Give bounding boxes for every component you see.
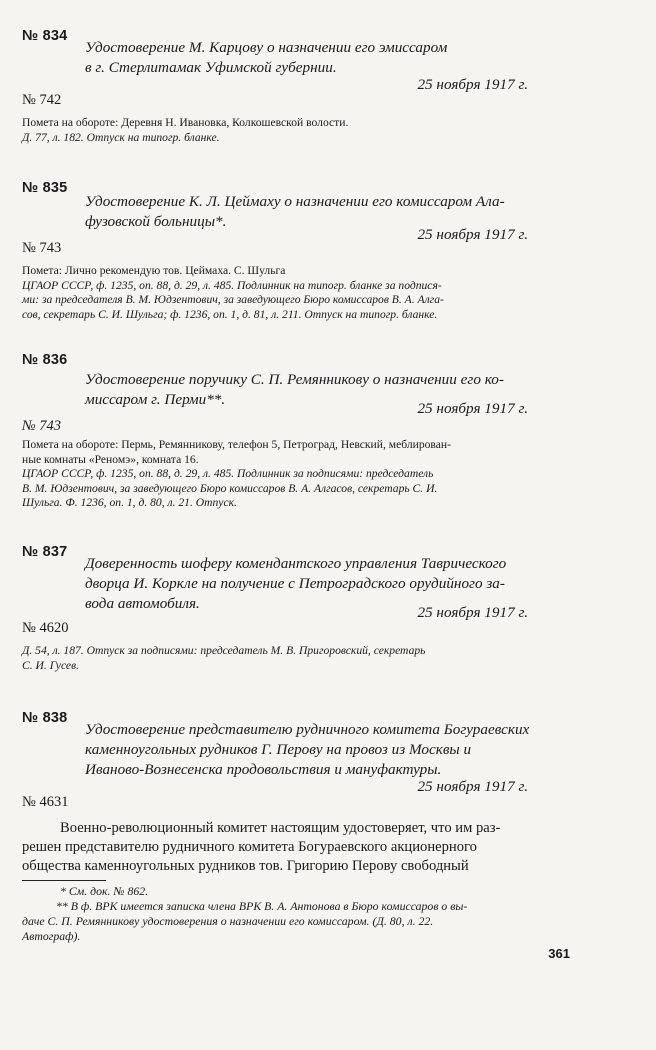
registry-number: № 4631	[22, 794, 69, 810]
title-line: Удостоверение М. Карцову о назначении его эмиссаром	[85, 39, 448, 56]
entry-date: 25 ноября 1917 г.	[417, 604, 528, 621]
title-line: Удостоверение К. Л. Цеймаху о назначении его комиссаром Ала-	[85, 193, 505, 210]
entry-date: 25 ноября 1917 г.	[417, 778, 528, 795]
entry-number: № 835	[22, 180, 68, 196]
body-line: решен представителю рудничного комитета Богураевского акционерного	[22, 839, 477, 855]
note-line: Помета на обороте: Пермь, Ремянникову, телефон 5, Петроград, Невский, меблирован-	[22, 438, 451, 451]
note-line: ми: за председателя В. М. Юдзентович, за заведующего Бюро комиссаров В. А. Алга-	[22, 293, 444, 307]
body-line: общества каменноугольных рудников тов. Григорию Перову свободный	[22, 858, 469, 874]
archive-note	[22, 116, 574, 145]
page-number: 361	[548, 946, 570, 961]
footnotes	[22, 884, 577, 944]
note-line: Шульга. Ф. 1236, оп. 1, д. 80, л. 21. Отпуск.	[22, 496, 237, 510]
entry-number: № 836	[22, 352, 68, 368]
footnote-line: Автограф).	[22, 929, 81, 943]
title-line: вода автомобиля.	[85, 595, 200, 612]
registry-number: № 4620	[22, 620, 69, 636]
note-line: С. И. Гусев.	[22, 658, 80, 672]
footnote-line: * См. док. № 862.	[60, 884, 149, 898]
body-line: Военно-революционный комитет настоящим удостоверяет, что им раз-	[60, 820, 501, 836]
note-line: Помета на обороте: Деревня Н. Ивановка, Колкошевской волости.	[22, 116, 349, 129]
registry-number: № 743	[22, 240, 62, 256]
note-line: сов, секретарь С. И. Шульга; ф. 1236, оп. 1, д. 81, л. 211. Отпуск на типогр. бланке.	[22, 307, 438, 321]
title-line: дворца И. Коркле на получение с Петроградского орудийного за-	[85, 575, 505, 592]
footnote-divider	[22, 880, 106, 881]
title-line: Удостоверение поручику С. П. Ремянникову о назначении его ко-	[85, 371, 504, 388]
archive-note	[22, 438, 574, 511]
entry-number: № 838	[22, 710, 68, 726]
note-line: ЦГАОР СССР, ф. 1235, оп. 88, д. 29, л. 485. Подлинник за подписями: председатель	[22, 467, 434, 481]
title-line: Доверенность шоферу комендантского управления Таврического	[85, 555, 507, 572]
entry-number: № 837	[22, 544, 68, 560]
title-line: миссаром г. Перми**.	[85, 391, 226, 408]
entry-date: 25 ноября 1917 г.	[417, 400, 528, 417]
title-line: каменноугольных рудников Г. Перову на провоз из Москвы и	[85, 741, 472, 758]
archive-note	[22, 264, 574, 322]
registry-number: № 743	[22, 418, 62, 434]
entry-title	[85, 720, 585, 780]
entry-number: № 834	[22, 28, 68, 44]
note-line: Д. 54, л. 187. Отпуск за подписями: председатель М. В. Пригоровский, секретарь	[22, 644, 426, 657]
note-line: ЦГАОР СССР, ф. 1235, оп. 88, д. 29, л. 485. Подлинник на типогр. бланке за подпися-	[22, 278, 442, 292]
footnote-line: ** В ф. ВРК имеется записка члена ВРК В. А. Антонова в Бюро комиссаров о вы-	[56, 899, 468, 913]
title-line: Удостоверение представителю рудничного комитета Богураевских	[85, 721, 530, 738]
document-body	[22, 819, 575, 876]
note-line: В. М. Юдзентович, за заведующего Бюро комиссаров В. А. Алгасов, секретарь С. И.	[22, 481, 438, 495]
title-line: в г. Стерлитамак Уфимской губернии.	[85, 59, 337, 76]
registry-number: № 742	[22, 92, 62, 108]
note-line: ные комнаты «Реномэ», комната 16.	[22, 452, 199, 466]
note-line: Помета: Лично рекомендую тов. Цеймаха. С. Шульга	[22, 264, 286, 277]
title-line: Иваново-Вознесенска продовольствия и мануфактуры.	[85, 761, 442, 778]
entry-title	[85, 38, 585, 78]
footnote-line: даче С. П. Ремянникову удостоверения о назначении его комиссаром. (Д. 80, л. 22.	[22, 914, 434, 928]
title-line: фузовской больницы*.	[85, 213, 227, 230]
note-line: Д. 77, л. 182. Отпуск на типогр. бланке.	[22, 130, 220, 144]
archive-note	[22, 644, 574, 673]
entry-date: 25 ноября 1917 г.	[417, 76, 528, 93]
entry-date: 25 ноября 1917 г.	[417, 226, 528, 243]
